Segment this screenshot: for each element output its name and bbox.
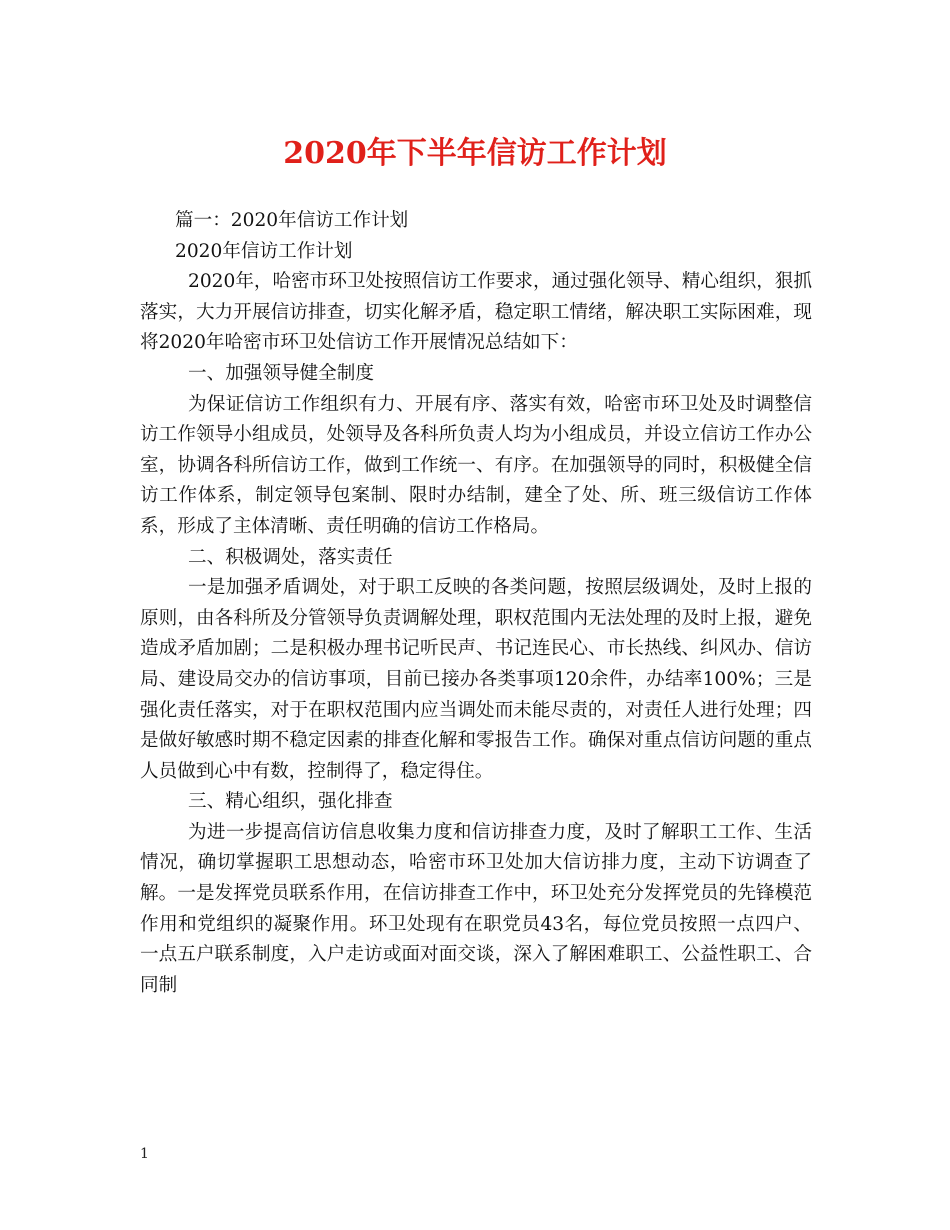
section-subtitle: 2020年信访工作计划 [175, 240, 353, 262]
body-paragraph: 一是加强矛盾调处，对于职工反映的各类问题，按照层级调处，及时上报的原则，由各科所及分管领导负责调解处理，职权范围内无法处理的及时上报，避免造成矛盾加剧；二是积极办理书记听民声、书记连民心、市长热线、纠风办、信访局、建设局交办的信访事项，目前已接办各类事项120余件，办结率100%；三是强化责任落实，对于在职权范围内应当调处而未能尽责的，对责任人进行处理；四是做好敏感时期不稳定因素的排查化解和零报告工作。确保对重点信访问题的重点人员做到心中有数，控制得了，稳定得住。 [140, 577, 812, 782]
page-number: 1 [140, 1146, 149, 1162]
document-title: 2020年下半年信访工作计划 [283, 136, 667, 171]
section-subtitle: 篇一：2020年信访工作计划 [175, 210, 409, 231]
body-paragraph: 为保证信访工作组织有力、开展有序、落实有效，哈密市环卫处及时调整信访工作领导小组成员，处领导及各科所负责人均为小组成员，并设立信访工作办公室，协调各科所信访工作，做到工作统一、有序。在加强领导的同时，积极健全信访工作体系，制定领导包案制、限时办结制，建全了处、所、班三级信访工作体系，形成了主体清晰、责任明确的信访工作格局。 [140, 393, 812, 537]
section-heading: 二、积极调处，落实责任 [188, 546, 393, 568]
document-body [140, 206, 812, 1001]
section-heading: 三、精心组织，强化排查 [188, 791, 393, 813]
section-heading: 一、加强领导健全制度 [188, 362, 374, 384]
body-paragraph: 为进一步提高信访信息收集力度和信访排查力度，及时了解职工工作、生活情况，确切掌握职工思想动态，哈密市环卫处加大信访排力度，主动下访调查了解。一是发挥党员联系作用，在信访排查工作中，环卫处充分发挥党员的先锋模范作用和党组织的凝聚作用。环卫处现有在职党员43名，每位党员按照一点四户、一点五户联系制度，入户走访或面对面交谈，深入了解困难职工、公益性职工、合同制 [140, 821, 812, 996]
body-paragraph: 2020年，哈密市环卫处按照信访工作要求，通过强化领导、精心组织，狠抓落实，大力开展信访排查，切实化解矛盾，稳定职工情绪，解决职工实际困难，现将2020年哈密市环卫处信访工作开展情况总结如下： [140, 271, 812, 354]
